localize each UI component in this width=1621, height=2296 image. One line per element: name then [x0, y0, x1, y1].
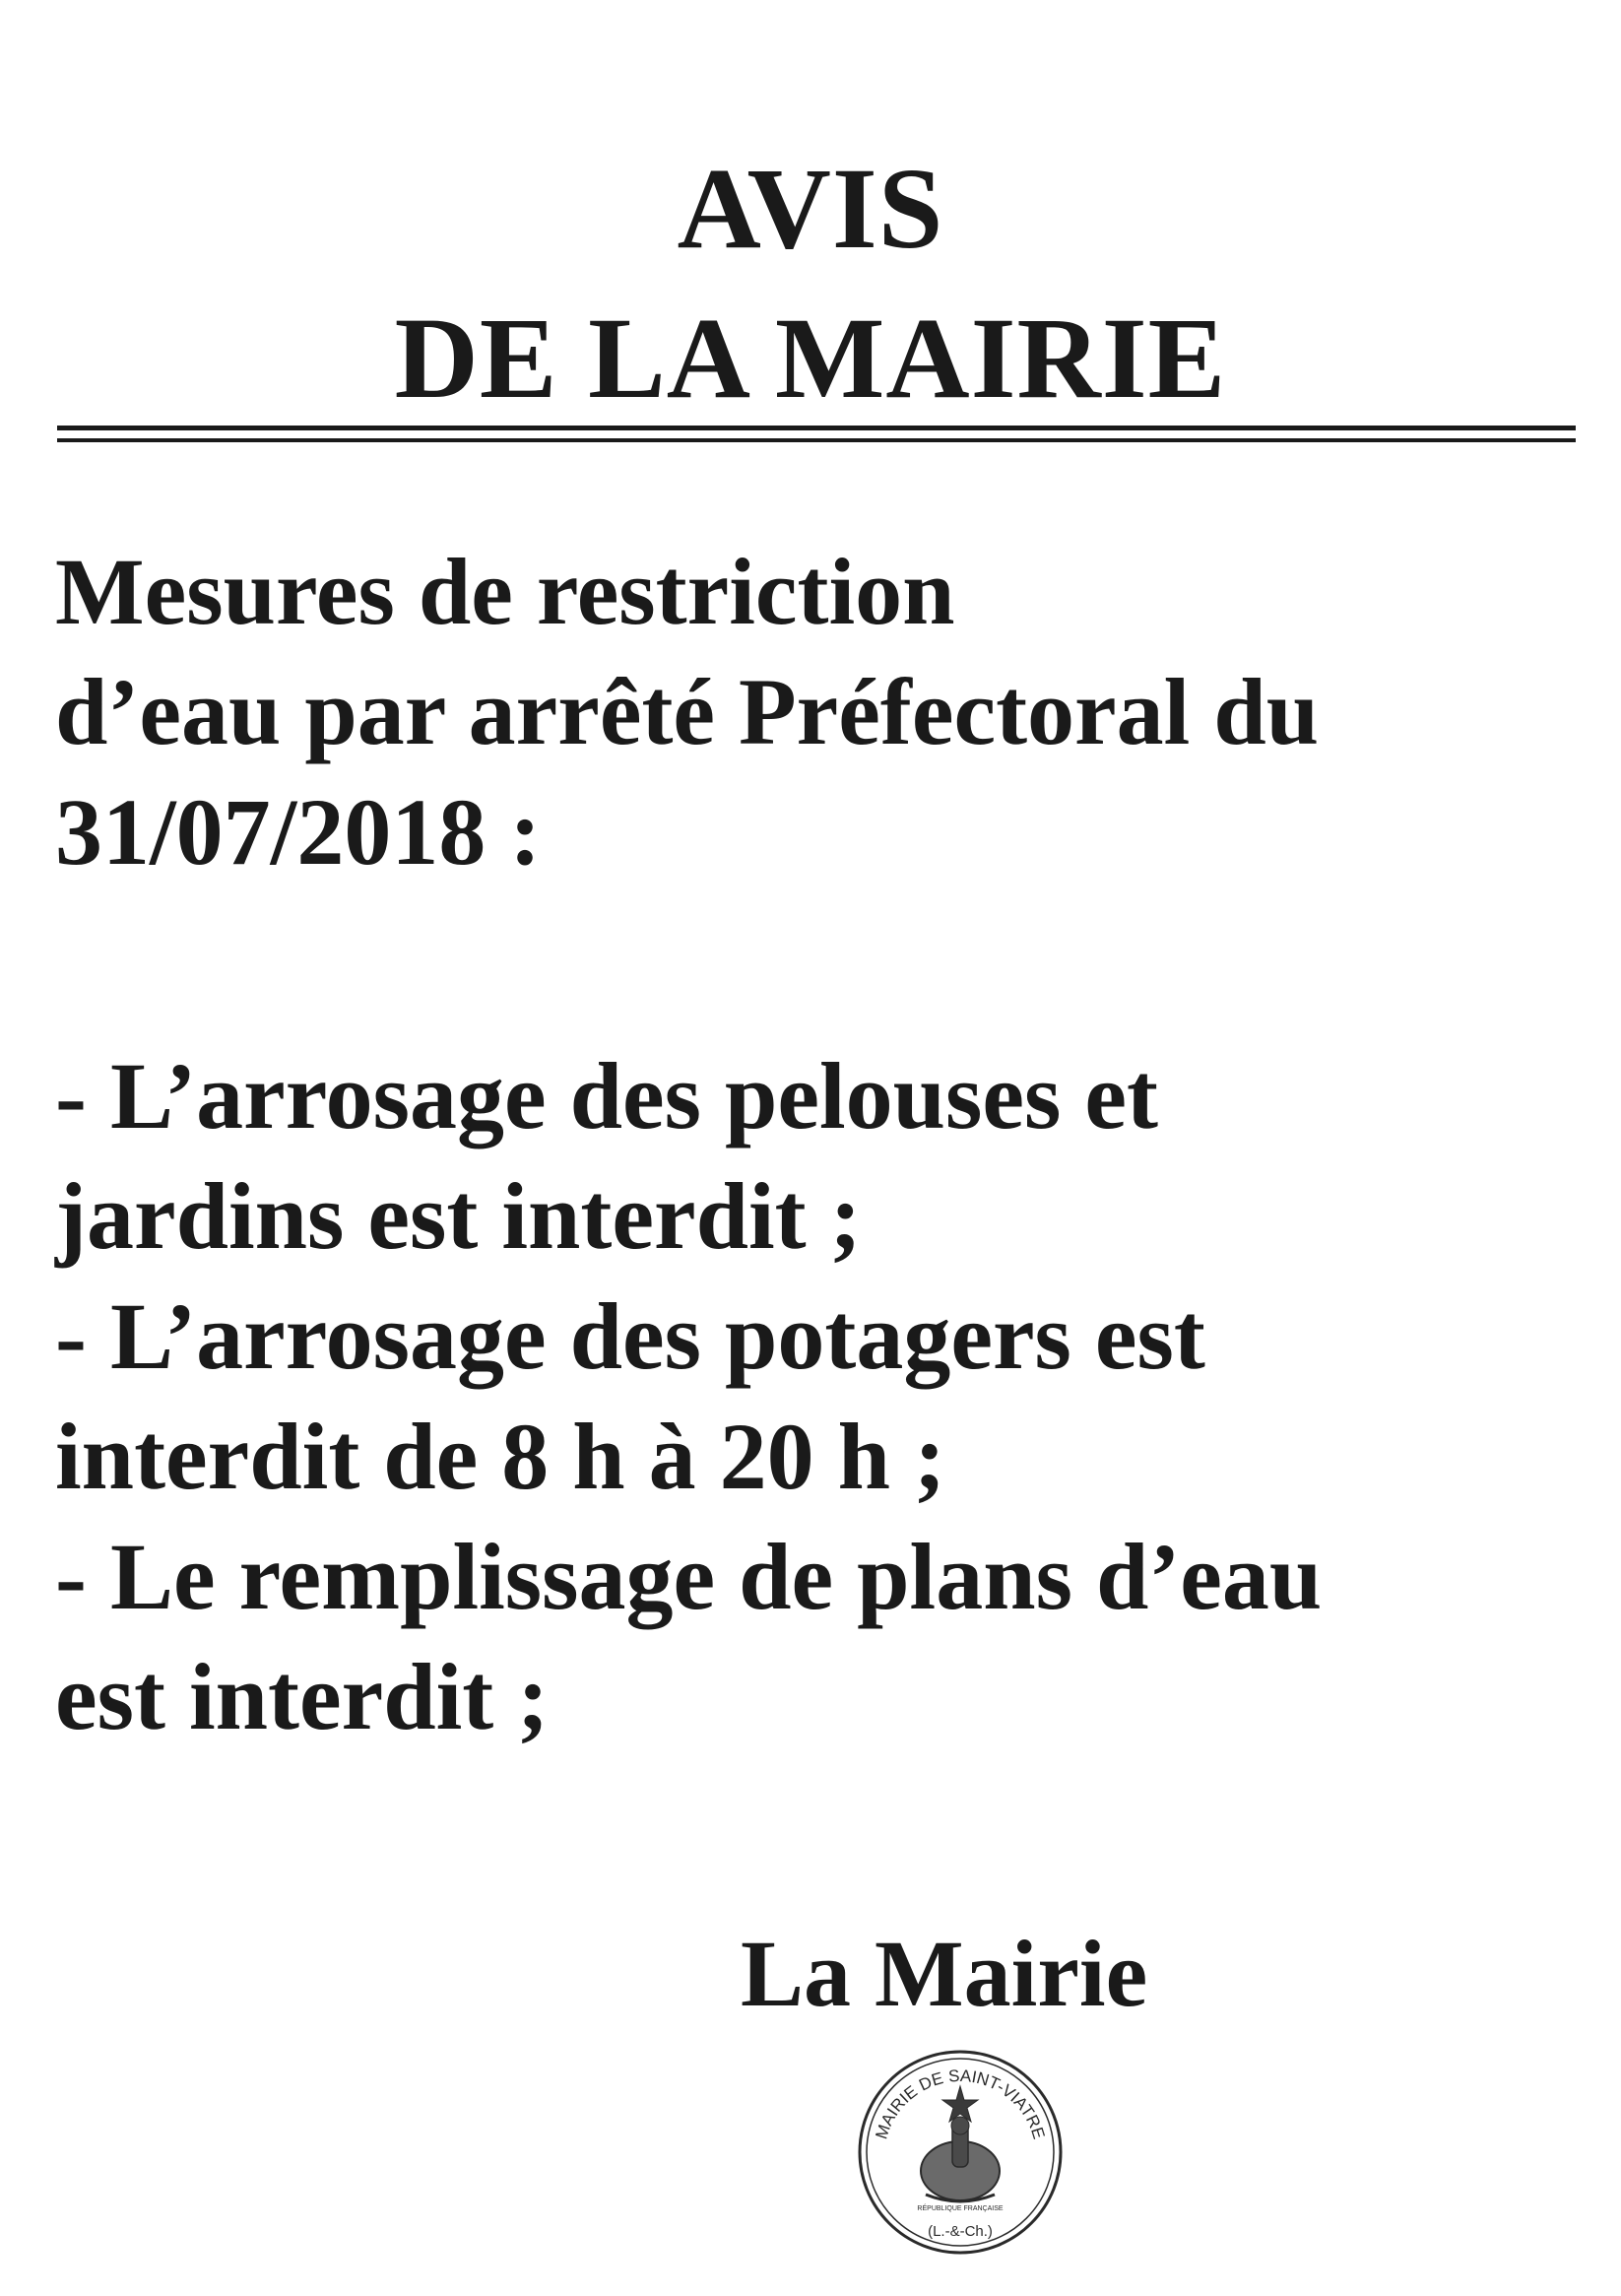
- header-title-mairie: DE LA MAIRIE: [394, 293, 1227, 423]
- restriction-line-2: jardins est interdit ;: [55, 1163, 862, 1269]
- restriction-line-6: est interdit ;: [55, 1644, 550, 1749]
- restriction-line-4: interdit de 8 h à 20 h ;: [55, 1404, 946, 1509]
- seal-ring-text: MAIRIE DE SAINT-VIATRE: [872, 2066, 1049, 2141]
- notice-body: [55, 532, 1591, 1757]
- signature-la-mairie: La Mairie: [741, 1921, 1148, 2026]
- restriction-line-1: - L’arrosage des pelouses et: [55, 1043, 1158, 1148]
- paragraph-spacer: [55, 892, 1591, 1036]
- restriction-line-5: - Le remplissage de plans d’eau: [55, 1524, 1323, 1629]
- restriction-line-3: - L’arrosage des potagers est: [55, 1283, 1205, 1389]
- seal-emblem-icon: [921, 2086, 1000, 2201]
- seal-small-text: RÉPUBLIQUE FRANÇAISE: [917, 2205, 1004, 2212]
- intro-line-2: d’eau par arrêté Préfectoral du: [55, 659, 1320, 764]
- double-rule-bottom: [57, 438, 1576, 442]
- double-rule-top: [57, 426, 1576, 430]
- mairie-seal-stamp: [855, 2047, 1066, 2258]
- intro-line-1: Mesures de restriction: [55, 539, 955, 644]
- intro-line-3: 31/07/2018 :: [55, 779, 542, 885]
- notice-header: [0, 136, 1621, 430]
- header-title-avis: AVIS: [677, 144, 944, 273]
- seal-bottom-text: (L.-&-Ch.): [928, 2223, 993, 2240]
